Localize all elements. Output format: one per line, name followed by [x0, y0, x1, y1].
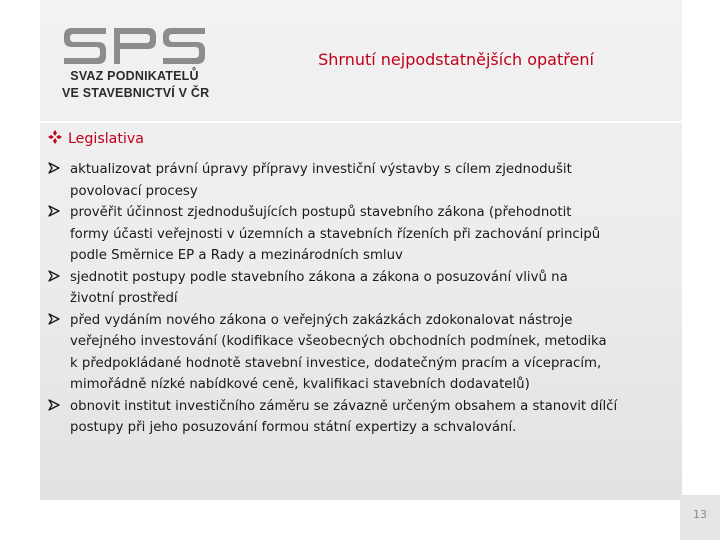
header-divider [40, 121, 682, 123]
arrow-bullet-icon [48, 202, 66, 224]
list-item-line: aktualizovat právní úpravy přípravy investiční výstavby s cílem zjednodušit [70, 162, 572, 177]
arrow-bullet-icon [48, 159, 66, 181]
arrow-bullet-icon [48, 396, 66, 418]
arrow-bullet-icon [48, 310, 66, 332]
logo-line-2: VE STAVEBNICTVÍ V ČR [62, 86, 210, 100]
section-heading [48, 130, 668, 147]
sps-wordmark-graphic [62, 24, 207, 66]
list-item-line: mimořádně nízké nabídkové ceně, kvalifikaci stavebních dodavatelů) [70, 377, 530, 392]
section-heading-label: Legislativa [68, 131, 144, 147]
list-item-line: sjednotit postupy podle stavebního zákona a zákona o posuzování vlivů na [70, 269, 568, 285]
list-item-line: veřejného investování (kodifikace všeobecných obchodních podmínek, metodika [70, 334, 607, 349]
list-item-line: povolovací procesy [70, 183, 198, 199]
list-item [48, 202, 678, 267]
slide-title: Shrnutí nejpodstatnějších opatření [318, 50, 594, 69]
list-item-line: prověřit účinnost zjednodušujících postupů stavebního zákona (přehodnotit [70, 205, 572, 220]
list-item-line: obnovit institut investičního záměru se závazně určeným obsahem a stanovit dílčí [70, 398, 618, 414]
bullet-list [48, 159, 678, 439]
right-margin [682, 0, 720, 540]
diamond-bullet-icon [48, 130, 68, 147]
list-item-line: formy účasti veřejnosti v územních a stavebních řízeních při zachování principů [70, 226, 601, 242]
sps-logo [62, 24, 210, 104]
page-number: 13 [693, 508, 707, 521]
list-item-line: postupy při jeho posuzování formou státní expertizy a schvalování. [70, 420, 517, 435]
logo-line-1: SVAZ PODNIKATELŮ [70, 69, 199, 83]
arrow-bullet-icon [48, 267, 66, 289]
list-item-line: k předpokládané hodnotě stavební investice, dodatečným pracím a vícepracím, [70, 355, 602, 371]
list-item [48, 159, 678, 202]
list-item [48, 396, 678, 439]
footer-strip [40, 500, 682, 540]
list-item [48, 310, 678, 396]
list-item-line: podle Směrnice EP a Rady a mezinárodních smluv [70, 248, 403, 263]
list-item [48, 267, 678, 310]
list-item-line: před vydáním nového zákona o veřejných zakázkách zdokonalovat nástroje [70, 312, 573, 328]
list-item-line: životní prostředí [70, 291, 178, 306]
